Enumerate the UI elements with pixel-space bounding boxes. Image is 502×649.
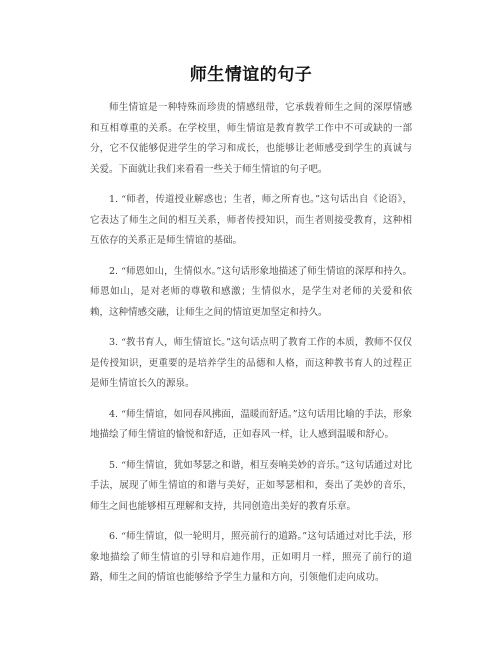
paragraph-1: 1. “师者，传道授业解惑也；生者，师之所育也。”这句话出自《论语》，它表达了师生之间的相互关系，师者传授知识，而生者则接受教育，这种相互依存的关系正是师生情谊的基础。: [90, 194, 412, 246]
paragraph-6: 6. “师生情谊，似一轮明月，照亮前行的道路。”这句话通过对比手法，形象地描绘了师生情谊的引导和启迪作用，正如明月一样，照亮了前行的道路，师生之间的情谊也能够给予学生力量和方向，引领他们走向成功。: [90, 531, 412, 583]
paragraph-2: 2. “师恩如山，生情似水。”这句话形象地描述了师生情谊的深厚和持久。师恩如山，是对老师的尊敬和感激；生情似水，是学生对老师的关爱和依赖，这种情感交融，让师生之间的情谊更加坚定和持久。: [90, 265, 412, 318]
paragraph-5: 5. “师生情谊，犹如琴瑟之和谐，相互奏响美妙的音乐。”这句话通过对比手法，展现了师生情谊的和谐与美好，正如琴瑟相和，奏出了美妙的音乐，师生之间也能够相互理解和支持，共同创造出美好的教育乐章。: [90, 459, 412, 512]
paragraph-intro: 师生情谊是一种特殊而珍贵的情感纽带，它承载着师生之间的深厚情感和互相尊重的关系。在学校里，师生情谊是教育教学工作中不可或缺的一部分，它不仅能够促进学生的学习和成长，也能够让老师感受到学生的真诚与关爱。下面就让我们来看看一些关于师生情谊的句子吧。: [90, 102, 412, 175]
paragraph-3: 3. “教书育人，师生情谊长。”这句话点明了教育工作的本质，教师不仅仅是传授知识，更重要的是培养学生的品德和人格，而这种教书育人的过程正是师生情谊长久的源泉。: [90, 337, 412, 389]
document-title: 师生情谊的句子: [189, 65, 313, 85]
paragraph-4: 4. “师生情谊，如同春风拂面，温暖而舒适。”这句话用比喻的手法，形象地描绘了师生情谊的愉悦和舒适，正如春风一样，让人感到温暖和舒心。: [90, 408, 412, 440]
document-body: [90, 98, 412, 599]
